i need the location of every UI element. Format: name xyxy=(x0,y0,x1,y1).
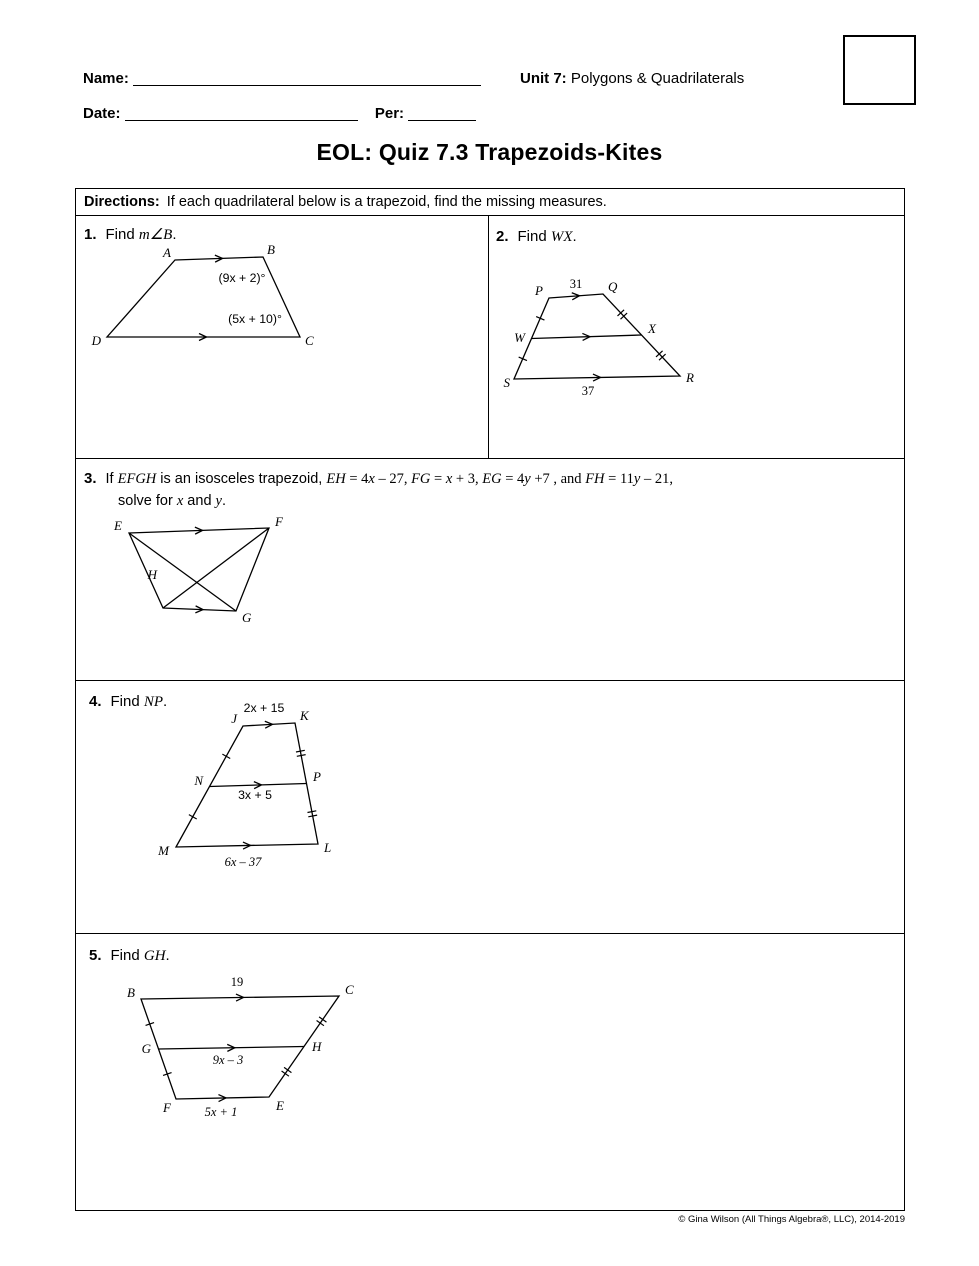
problem-3-text-line2 xyxy=(118,490,896,512)
p3-seg: = xyxy=(430,471,446,487)
problem-2-period: . xyxy=(572,228,577,245)
problem-4-number: 4. xyxy=(89,693,102,710)
measure-ml: 6x – 37 xyxy=(224,855,262,869)
vertex-label-b: B xyxy=(127,985,135,1000)
problem-1-number: 1. xyxy=(84,226,97,243)
p3-seg: FH xyxy=(585,471,605,487)
p3-seg: +7 , and xyxy=(530,471,586,487)
problem-1-cell xyxy=(76,216,489,458)
vertex-label-e: E xyxy=(276,1098,284,1113)
unit-line xyxy=(520,70,744,87)
p3-seg: x xyxy=(445,471,453,487)
problem-1-text: Find xyxy=(105,226,139,243)
vertex-label-a: A xyxy=(163,245,171,260)
vertex-label-g: G xyxy=(141,1041,151,1056)
per-label: Per: xyxy=(374,105,405,122)
p3-seg: – 21, xyxy=(640,471,673,487)
problem-3-row xyxy=(76,459,904,681)
tick-nm xyxy=(189,815,197,819)
grade-box xyxy=(843,35,916,105)
p3-seg: y xyxy=(633,471,641,487)
directions-label: Directions: xyxy=(84,194,160,210)
measure-jk: 2x + 15 xyxy=(243,701,285,715)
problem-2-text: Find xyxy=(517,228,551,245)
date-blank xyxy=(125,120,358,121)
date-line xyxy=(83,105,476,122)
problem-2-prompt xyxy=(496,228,577,246)
vertex-label-h: H xyxy=(147,567,157,582)
vertex-label-e: E xyxy=(114,518,122,533)
problem-5-period: . xyxy=(165,947,170,964)
vertex-label-k: K xyxy=(300,708,309,723)
p3-seg: + 3, xyxy=(452,471,483,487)
vertex-label-f: F xyxy=(163,1100,171,1115)
p3-seg: FG xyxy=(411,471,431,487)
measure-fe: 5x + 1 xyxy=(204,1105,238,1119)
vertex-label-g: G xyxy=(242,610,252,625)
vertex-label-n: N xyxy=(194,773,203,788)
p3-seg: – 27, xyxy=(374,471,412,487)
measure-np: 3x + 5 xyxy=(238,788,272,802)
measure-gh: 9x – 3 xyxy=(212,1053,244,1067)
name-blank xyxy=(133,85,481,86)
tick-jn xyxy=(222,754,230,758)
p3-seg: EH xyxy=(326,471,346,487)
vertex-label-p: P xyxy=(313,769,321,784)
directions-row xyxy=(76,189,904,216)
directions-text: If each quadrilateral below is a trapezoid, find the missing measures. xyxy=(166,194,607,210)
p3-seg: EG xyxy=(482,471,502,487)
p3-seg: and xyxy=(183,493,216,509)
p3-seg: EFGH xyxy=(117,471,157,487)
vertex-label-f: F xyxy=(275,514,283,529)
name-label: Name: xyxy=(83,70,129,87)
problem-1-period: . xyxy=(172,226,177,243)
per-blank xyxy=(408,120,476,121)
angle-b-label: (9x + 2)° xyxy=(218,271,266,285)
p3-seg: = 4 xyxy=(345,471,369,487)
copyright-footer: © Gina Wilson (All Things Algebra®, LLC), 2014-2019 xyxy=(678,1214,905,1225)
vertex-label-p: P xyxy=(535,283,543,298)
vertex-label-s: S xyxy=(503,375,510,390)
quiz-table xyxy=(75,188,905,1211)
p3-seg: x xyxy=(176,493,184,509)
midsegment-gh xyxy=(159,1047,305,1050)
diagram-trapezoid-efgh xyxy=(96,511,326,636)
diagram-trapezoid-abcd xyxy=(84,224,424,384)
problem-3-number: 3. xyxy=(84,470,97,487)
problem-5-math: GH xyxy=(143,948,166,964)
diagonal-eg xyxy=(129,533,236,611)
problem-2-cell xyxy=(489,216,904,458)
diagram-trapezoid-jklm xyxy=(148,699,348,879)
problem-5-prompt xyxy=(89,947,170,965)
measure-pq: 31 xyxy=(569,277,583,291)
measure-sr: 37 xyxy=(581,384,595,398)
problem-3-text xyxy=(84,468,896,512)
p3-seg: y xyxy=(524,471,531,487)
vertex-label-c: C xyxy=(305,333,314,348)
vertex-label-h: H xyxy=(312,1039,322,1054)
p3-seg: = 4 xyxy=(501,471,525,487)
problem-4-row xyxy=(76,681,904,934)
vertex-label-c: C xyxy=(345,982,354,997)
problem-5-number: 5. xyxy=(89,947,102,964)
p3-seg: = 11 xyxy=(604,471,634,487)
problem-5-text: Find xyxy=(110,947,144,964)
p3-seg: If xyxy=(105,471,118,487)
problems-1-2-row xyxy=(76,216,904,459)
date-label: Date: xyxy=(83,105,121,122)
diagram-trapezoid-bcef xyxy=(104,964,394,1129)
vertex-label-b: B xyxy=(267,242,275,257)
measure-bc: 19 xyxy=(230,975,244,989)
diagram-trapezoid-pqrs xyxy=(499,271,719,411)
vertex-label-j: J xyxy=(231,711,237,726)
problem-4-period: . xyxy=(163,693,168,710)
name-line xyxy=(83,70,481,87)
p3-seg: solve for xyxy=(118,493,177,509)
problem-2-number: 2. xyxy=(496,228,509,245)
problem-2-math: WX xyxy=(550,229,573,245)
p3-seg: is an isosceles trapezoid, xyxy=(156,471,327,487)
problem-1-math: m∠B xyxy=(138,227,173,243)
p3-seg: y xyxy=(215,493,222,509)
problem-4-math: NP xyxy=(143,694,164,710)
angle-c-label: (5x + 10)° xyxy=(228,312,282,326)
vertex-label-d: D xyxy=(91,333,101,348)
vertex-label-m: M xyxy=(158,843,169,858)
page-title: EOL: Quiz 7.3 Trapezoids-Kites xyxy=(316,139,663,165)
vertex-label-r: R xyxy=(686,370,694,385)
vertex-label-l: L xyxy=(324,840,332,855)
problem-4-text: Find xyxy=(110,693,144,710)
p3-seg: . xyxy=(221,493,226,509)
problem-5-row xyxy=(76,934,904,1210)
vertex-label-x: X xyxy=(648,321,656,336)
p3-seg: x xyxy=(368,471,375,487)
vertex-label-q: Q xyxy=(608,279,618,294)
unit-label: Unit 7: xyxy=(520,70,567,87)
unit-title: Polygons & Quadrilaterals xyxy=(570,70,745,87)
vertex-label-w: W xyxy=(514,330,525,345)
